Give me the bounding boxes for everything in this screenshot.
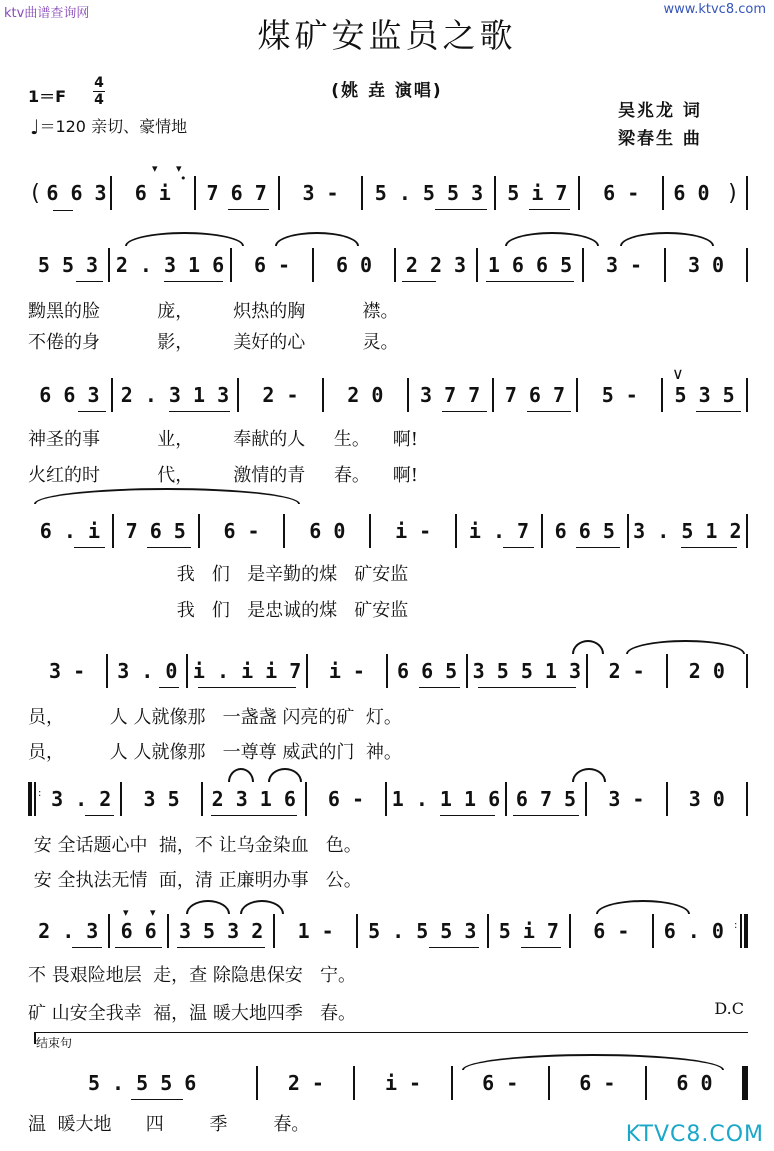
- measure: [122, 787, 200, 811]
- measure: [496, 181, 578, 205]
- notes: 6 6: [120, 919, 157, 943]
- notes: 3 . 2: [51, 787, 112, 811]
- notes: 2 0: [688, 659, 725, 683]
- measure: [647, 1071, 742, 1095]
- measure: [468, 659, 585, 683]
- measure: [663, 383, 746, 407]
- measure: [550, 1071, 645, 1095]
- measure: [629, 519, 746, 543]
- notes: i -: [395, 519, 432, 543]
- time-signature: [93, 75, 105, 108]
- slur: [240, 900, 284, 914]
- measure: [457, 519, 541, 543]
- measure: [114, 519, 198, 543]
- notes: 5 . 5 5 6: [87, 1071, 197, 1095]
- notes: 5 i 7: [507, 181, 568, 205]
- notes: 6 -: [593, 919, 630, 943]
- notes: 6 -: [603, 181, 640, 205]
- notes: 6 0: [676, 1071, 713, 1095]
- measure: [169, 919, 274, 943]
- slur: [125, 232, 244, 246]
- watermark-logo: KTVC8.COM: [625, 1122, 764, 1147]
- barline: [746, 378, 748, 412]
- notes: 5 -: [601, 383, 638, 407]
- key-signature: 1＝F: [28, 87, 67, 106]
- measure: [588, 659, 666, 683]
- lyric-verse-1: 神圣的事 业， 奉献的人 生。 啊!: [28, 429, 418, 450]
- lyric-verse-1: 员， 人 人就像那 一盏盏 闪亮的矿 灯。: [28, 707, 402, 728]
- slur: [462, 1054, 724, 1070]
- measure: [285, 519, 369, 543]
- slur: [228, 768, 254, 782]
- notes: 2 0: [347, 383, 384, 407]
- composer-credit: 梁春生 曲: [618, 129, 702, 149]
- notes: 1 6 6 5: [487, 253, 573, 277]
- lyric-verse-1: 安 全话题心中 揣，不 让乌金染血 色。: [28, 835, 362, 856]
- notes: 3 0: [687, 253, 725, 277]
- barline: [746, 514, 748, 548]
- measure: [571, 919, 651, 943]
- score-line-3: [28, 382, 748, 408]
- notes: 2 . 3 1 3: [120, 383, 230, 407]
- measure: [308, 659, 386, 683]
- lyric-verse-2: 我 们 是忠诚的煤 矿安监: [28, 600, 409, 621]
- notes: 6 0: [335, 253, 373, 277]
- measure: [28, 383, 111, 407]
- notes: 5 3 5: [674, 383, 735, 407]
- notes: 6 -: [253, 253, 291, 277]
- lyricist-credit: 吴兆龙 词: [618, 101, 702, 121]
- paren-close: ): [728, 180, 737, 206]
- notes: i -: [384, 1071, 422, 1095]
- measure: [307, 787, 385, 811]
- measure: [200, 519, 284, 543]
- barline: [746, 248, 748, 282]
- measure: [108, 659, 186, 683]
- slur: [626, 640, 745, 654]
- slur: [186, 900, 230, 914]
- measure: [28, 181, 110, 206]
- notes: 6 -: [223, 519, 260, 543]
- paren-open: (: [31, 180, 40, 206]
- notes: 3 0: [688, 787, 725, 811]
- measure: [203, 787, 305, 811]
- slur: [596, 900, 690, 914]
- measure: [654, 919, 734, 943]
- notes: 7 6 7: [504, 383, 566, 407]
- notes: 3 5: [143, 787, 180, 811]
- time-top: 4: [94, 75, 104, 91]
- octave-dot: •: [180, 172, 187, 185]
- measure: [543, 519, 627, 543]
- notes: 3 -: [608, 787, 645, 811]
- notes: 2 -: [262, 383, 299, 407]
- measure: [358, 919, 487, 943]
- notes: i . i i 7: [192, 659, 302, 683]
- notes: 6 -: [579, 1071, 616, 1095]
- notes: 3 -: [49, 659, 86, 683]
- lyric-ending: 温 暖大地 四 季 春。: [28, 1114, 310, 1135]
- measure: [314, 253, 394, 277]
- slur: [275, 232, 359, 246]
- measure: [28, 1071, 256, 1095]
- notes: 5 5 3: [37, 253, 99, 277]
- measure: [28, 519, 112, 543]
- measure: [489, 919, 569, 943]
- measure: [258, 1071, 353, 1095]
- measure: [668, 787, 746, 811]
- final-barline: [742, 1066, 748, 1100]
- da-capo-mark: D.C: [714, 999, 744, 1018]
- notes: 1 . 1 1 6: [391, 787, 501, 811]
- measure: [578, 383, 661, 407]
- slur: [572, 640, 604, 654]
- barline: [746, 782, 748, 816]
- notes: 6 7 5: [515, 787, 577, 811]
- measure: [110, 253, 230, 277]
- measure: [494, 383, 577, 407]
- accent-mark: ▾: [152, 162, 158, 175]
- measure: [28, 919, 108, 943]
- notes: 2 -: [608, 659, 645, 683]
- lyric-verse-1: 不 畏艰险地层 走，查 除隐患保安 宁。: [28, 965, 357, 986]
- notes: 3 . 5 1 2: [633, 519, 742, 543]
- time-bottom: 4: [94, 92, 104, 108]
- notes: 1 -: [297, 919, 334, 943]
- measure: [580, 181, 662, 205]
- notes: 7 6 5: [125, 519, 186, 543]
- measure: [196, 181, 278, 205]
- score-line-6: [28, 786, 748, 812]
- slur: [268, 768, 302, 782]
- measure: [42, 787, 120, 811]
- notes: 3 -: [302, 181, 339, 205]
- tempo-marking: [30, 114, 187, 139]
- lyric-verse-2: 员， 人 人就像那 一尊尊 威武的门 神。: [28, 742, 402, 763]
- notes: 6 . i: [39, 519, 101, 543]
- slur: [620, 232, 714, 246]
- measure: [239, 383, 322, 407]
- measure: [584, 253, 664, 277]
- notes: 6 0: [673, 181, 710, 205]
- notes: 6 6 5: [396, 659, 458, 683]
- notes: 7 6 7: [206, 181, 267, 205]
- score-line-4: [28, 518, 748, 544]
- measure: [666, 253, 746, 277]
- measure: [507, 787, 585, 811]
- measure: [478, 253, 582, 277]
- notes: 5 . 5 5 3: [374, 181, 484, 205]
- lyric-verse-2: 矿 山安全我幸 福，温 暖大地四季 春。: [28, 1003, 357, 1024]
- score-line-8: [28, 1070, 748, 1096]
- measure: [371, 519, 455, 543]
- site-name-left: ktv曲谱查询网: [4, 6, 90, 21]
- measure: [110, 919, 166, 943]
- notes: 6 . 0: [663, 919, 724, 943]
- notes: 6 6 5: [554, 519, 615, 543]
- measure: [28, 659, 106, 683]
- score-line-7: [28, 918, 748, 944]
- breath-mark: ∨: [672, 364, 684, 383]
- lyric-verse-1: 黝黑的脸 庞， 炽热的胸 襟。: [28, 301, 399, 322]
- measure: [188, 659, 305, 683]
- score-line-2: [28, 252, 748, 278]
- measure: [664, 181, 746, 206]
- measure: [409, 383, 492, 407]
- measure: [232, 253, 312, 277]
- notes: 3 5 3 2: [178, 919, 264, 943]
- ending-label: 结束句: [36, 1036, 73, 1050]
- slur: [505, 232, 599, 246]
- notes: 6 -: [327, 787, 365, 811]
- accent-mark: ▾: [150, 906, 156, 919]
- measure: [324, 383, 407, 407]
- measure: [363, 181, 494, 205]
- notes: 3 5 5 1 3: [472, 659, 582, 683]
- notes: 5 i 7: [498, 919, 559, 943]
- slur: [572, 768, 606, 782]
- repeat-end: :: [734, 914, 748, 948]
- measure: [668, 659, 746, 683]
- barline: [746, 176, 748, 210]
- slur: [34, 488, 300, 504]
- lyric-verse-2: 火红的时 代， 激情的青 春。 啊!: [28, 465, 418, 486]
- notes: 6 0: [309, 519, 346, 543]
- measure: [587, 787, 665, 811]
- notes: 2 . 3 1 6: [115, 253, 225, 277]
- measure: [275, 919, 355, 943]
- ending-bracket: [34, 1032, 748, 1033]
- notes: 6 -: [482, 1071, 519, 1095]
- score-line-5: [28, 658, 748, 684]
- notes: 6 6 3: [39, 383, 100, 407]
- repeat-start: :: [28, 782, 42, 816]
- accent-mark: ▾: [123, 906, 129, 919]
- measure: [396, 253, 476, 277]
- tempo-text: ＝120 亲切、豪情地: [39, 117, 188, 136]
- notes: 2 -: [287, 1071, 324, 1095]
- notes: 6 6 3: [46, 181, 107, 205]
- notes: 3 -: [605, 253, 643, 277]
- notes: 2 2 3: [405, 253, 467, 277]
- singer-credit: (姚 垚 演唱): [331, 81, 443, 101]
- lyric-verse-2: 安 全执法无情 面，清 正廉明办事 公。: [28, 870, 362, 891]
- measure: [280, 181, 362, 205]
- measure: [388, 659, 466, 683]
- measure: [113, 383, 237, 407]
- barline: [746, 654, 748, 688]
- notes: 6 i: [134, 181, 171, 205]
- accent-mark: ▾: [176, 162, 182, 175]
- notes: i . 7: [468, 519, 530, 543]
- site-url-right[interactable]: www.ktvc8.com: [663, 2, 766, 17]
- notes: 2 . 3: [38, 919, 99, 943]
- notes: 3 . 0: [117, 659, 178, 683]
- lyric-verse-2: 不倦的身 影， 美好的心 灵。: [28, 332, 399, 353]
- measure: [387, 787, 505, 811]
- song-title: 煤矿安监员之歌: [257, 16, 517, 55]
- quarter-note-icon: ♩: [30, 115, 40, 139]
- measure: [453, 1071, 548, 1095]
- score-line-1: [28, 180, 748, 206]
- notes: 5 . 5 5 3: [368, 919, 477, 943]
- notes: 3 7 7: [420, 383, 481, 407]
- measure: [28, 253, 108, 277]
- measure: [355, 1071, 450, 1095]
- lyric-verse-1: 我 们 是辛勤的煤 矿安监: [28, 564, 409, 585]
- notes: 2 3 1 6: [211, 787, 296, 811]
- notes: i -: [328, 659, 365, 683]
